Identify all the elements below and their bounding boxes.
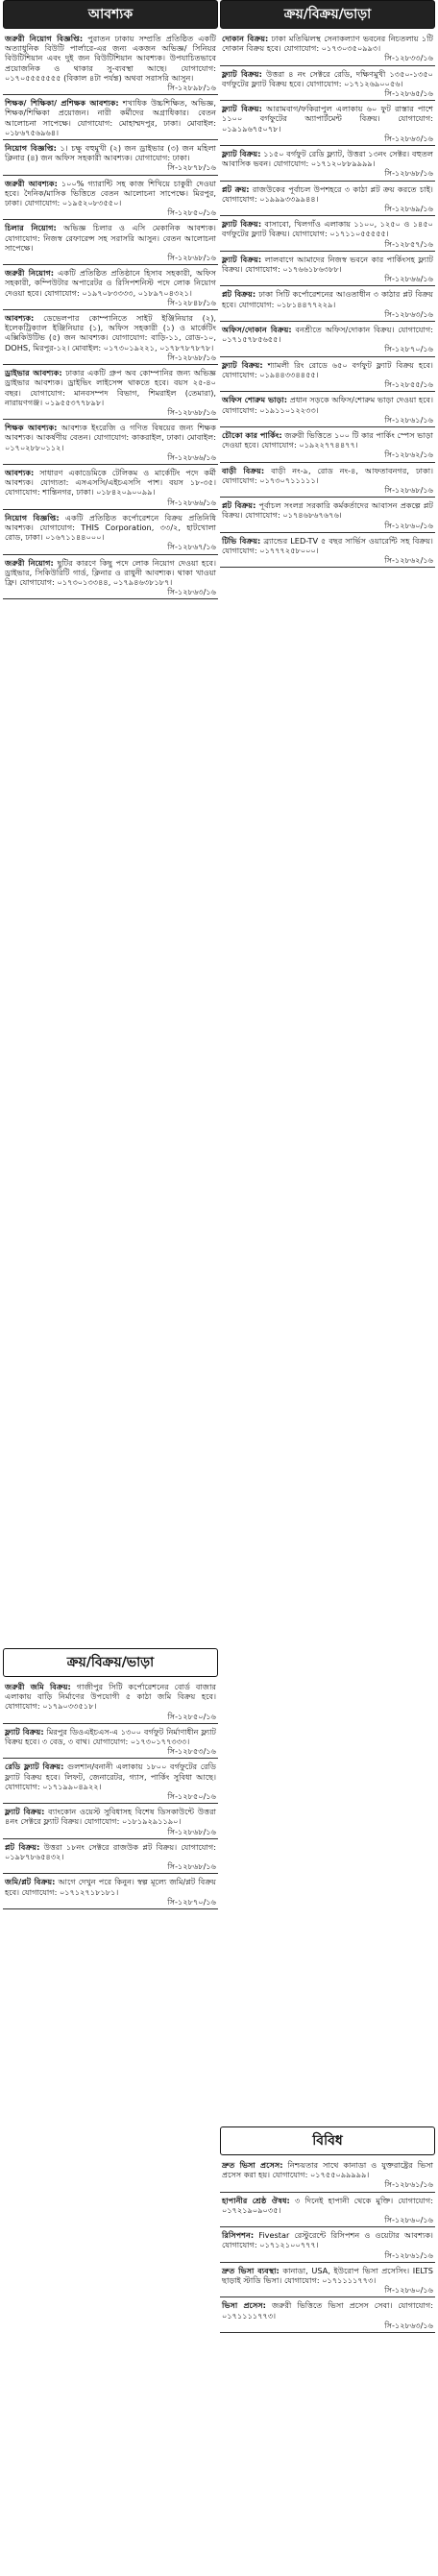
- classified-ad: [220, 534, 435, 566]
- ad-body: প্রধান সড়কে অফিস/শোরুম ভাড়া দেওয়া হবে। যোগাযোগ: ০১৯১১০১২২৩৩।: [222, 395, 433, 415]
- ad-divider: [220, 2192, 435, 2193]
- classified-ad: [220, 182, 435, 214]
- ad-reference: সি-১২৮৬৯/১৬: [384, 204, 433, 214]
- ad-title: আবশ্যক:: [5, 467, 35, 477]
- ad-divider: [220, 321, 435, 322]
- ad-title: হাপানীর শ্রেষ্ঠ ঔষধ:: [222, 2195, 290, 2205]
- ad-reference: সি-১২৮৬৩/১৬: [167, 587, 216, 597]
- ad-body: ডেভেলপার কোম্পানিতে সাইট ইঞ্জিনিয়ার (২), ইলেকট্রিক্যাল ইঞ্জিনিয়ার (১), অফিস সহকারী (১) ও মার্কেটিং এক্সিকিউটিভ (৫) জন আবশ্যক। যোগাযোগ: বাড়ি-১১, রোড-১০, DOHS, মিরপুর-১২। মোবাইল: ০১৭৩০১৯২২১, ০১৭৮৭৮৭৮৭৮।: [5, 313, 216, 352]
- ad-divider: [220, 462, 435, 463]
- ad-body: গুলশান/বনানী এলাকায় ১৮০০ বর্গফুটের রেডি ফ্ল্যাট বিক্রয় হবে। লিফট, জেনারেটর, গ্যাস, পার্কিং সুবিধা আছে। যোগাযোগ: ০১৭১৯৯০৪৯২২।: [5, 1762, 216, 1791]
- ad-divider: [3, 139, 218, 140]
- ad-body: ঢাকার একটি গ্রুপ অব কোম্পানির জন্য অভিজ্ঞ ড্রাইভার আবশ্যক। ড্রাইভিং লাইসেন্স থাকতে হবে। বয়স ২৫-৪০ বছর। যোগাযোগ: মানবসম্পদ বিভাগ, শিমরাইল (তেমারা), নারায়ণগঞ্জ। ০১৯৫৫৩৭৭৮৯৮।: [5, 368, 217, 407]
- classified-ad: [3, 466, 218, 507]
- ad-reference: সি-১২৮৬৮/১৬: [167, 406, 216, 417]
- ad-divider: [220, 100, 435, 101]
- ad-title: অফিস/দোকান বিক্রয়:: [222, 325, 292, 335]
- ad-divider: [220, 2262, 435, 2263]
- ad-title: ফ্ল্যাট বিক্রয়:: [222, 219, 262, 230]
- classified-ad: [3, 266, 218, 307]
- classified-ad: [3, 1875, 218, 1907]
- ad-body: লালবাগে আমাদের নিজস্ব ভবনে কার পার্কিংসহ ফ্ল্যাট বিক্রয়। যোগাযোগ: ০১৭৬৬১৮৬৩৮৮।: [222, 254, 433, 275]
- ad-body: অভিজ্ঞ চিলার ও এসি মেকানিক আবশ্যক। যোগাযোগ: নিজস্ব রেফারেন্স সহ সরাসরি আসুন। বেতন আলোচনা সাপেক্ষে।: [5, 223, 216, 253]
- ad-title: চৌকো কার পার্কিং:: [222, 429, 282, 440]
- ad-body: গাজীপুর সিটি কর্পোরেশনের বোর্ড বাজার এলাকায় বাড়ি নির্মাণের উপযোগী ৫ কাঠা জমি বিক্রয় হবে। যোগাযোগ: ০১৭৯০৩৩৫১৮।: [5, 1682, 216, 1712]
- ad-title: অফিস শোরুম ভাড়া:: [222, 395, 288, 405]
- ad-body: ঢাকা মতিঝিলস্থ সেনাকল্যাণ ভবনের নিচতলায় ১টি দোকান বিক্রয় হবে। যোগাযোগ: ০১৭৩০৩৫০৯৯৩।: [222, 34, 433, 54]
- ad-reference: সি-১২৮৬৮/১৬: [384, 168, 433, 179]
- ad-body: সাধারণ একাডেমিকে টেলিকম ও মার্কেটিং পদে কর্মী আবশ্যক। যোগ্যতা: এসএসসি/এইচএসসি পাশ। বয়স ১৮-৩৫। যোগাযোগ: শান্তিনগর, ঢাকা। ০১৮৪২০৯০০৯৯।: [5, 467, 216, 498]
- ad-reference: সি-১২৮৬১/১৬: [384, 2249, 433, 2260]
- ad-divider: [220, 567, 435, 568]
- ad-reference: সি-১২৮৫৭/১৬: [384, 238, 433, 249]
- ad-reference: সি-১২৮৬৮/১৬: [384, 484, 433, 495]
- ad-body: আরামবাগ/ফকিরাপুল এলাকায় ৬০ ফুট রাস্তার পাশে ১১০০ বর্গফুটের অ্যাপার্টমেন্ট বিক্রয়। যোগাযোগ: ০১৯১৯৬৭৫০৭৮।: [222, 104, 433, 134]
- ad-divider: [220, 215, 435, 216]
- left-section-sale: [3, 1648, 218, 1910]
- ad-reference: সি-১২৮৬৩/১৬: [384, 2320, 433, 2330]
- ad-body: বনশ্রীতে অফিস/দোকান বিক্রয়। যোগাযোগ: ০১৭১৫৭৮৫৬৫৫।: [222, 325, 433, 345]
- ad-reference: সি-১২৮৬৮/১৬: [167, 352, 216, 362]
- section-header-wanted: আবশ্যক: [3, 0, 218, 29]
- ad-reference: সি-১২৮৭৮/১৬: [167, 162, 216, 173]
- ad-reference: সি-১২৮৬১/১৬: [384, 2179, 433, 2190]
- classified-ad: [220, 2228, 435, 2260]
- ad-title: বাড়ী বিক্রয়:: [222, 465, 265, 475]
- ad-body: উত্তরা ৪ নং সেক্টরে রেডি, দক্ষিণমুখী ১৩৫০-১৩৫০ বর্গফুটের ফ্ল্যাট বিক্রয় হবে। যোগাযোগ: ০১৭১২৬৯০০৫৬।: [222, 68, 433, 88]
- classified-ad: [220, 2158, 435, 2190]
- ad-body: ১১৫০ বর্গফুট রেডি ফ্ল্যাট, উত্তরা ১৩নং সেক্টর। বহুতল আবাসিক ভবন। যোগাযোগ: ০১৭১২০৮৮৯৯৯৯।: [222, 149, 433, 169]
- ad-title: প্লট বিক্রয়:: [222, 289, 256, 300]
- ad-reference: সি-১২৮৬৮/১৬: [167, 253, 216, 263]
- ad-divider: [3, 1803, 218, 1804]
- right-column: [220, 0, 435, 569]
- ad-divider: [220, 391, 435, 392]
- ad-divider: [220, 285, 435, 286]
- ad-title: ড্রাইভার আবশ্যক:: [5, 368, 62, 378]
- ad-divider: [220, 356, 435, 357]
- classified-ad: [3, 96, 218, 137]
- classified-ad: [3, 1725, 218, 1757]
- classified-ad: [220, 2194, 435, 2225]
- ad-body: মিরপুর ডিওএইচএস-এ ১৩০০ বর্গফুট নির্মাণাধীন ফ্ল্যাট বিক্রয় হবে। ৩ বেড, ৩ বাথ। যোগাযোগ: ০১৭৩০১৭৭৩৩৩।: [5, 1726, 216, 1747]
- ad-body: পুরাতন ঢাকায় সম্প্রতি প্রতিষ্ঠিত একটি অত্যাধুনিক বিউটি পার্লারে-এর জন্য একজন অভিজ্ঞ/ সিনিয়র বিউটিশিয়ান এবং দুই জন বিউটিশিয়ান আবশ্যক। উপযাচিতভাবে প্রয়োজনিক ও থাকার সু-ব্যবস্থা আছে। যোগাযোগ: ০১৭০৫৫৫৫৫৫৫ (বিকাল ৪টা পর্যন্ত) অথবা সরাসরি আসুন।: [5, 34, 217, 83]
- ad-reference: সি-১২৮৬৬/১৬: [167, 451, 216, 462]
- ad-title: জরুরী নিয়োগ বিজ্ঞপ্তি:: [5, 34, 84, 43]
- classified-ad: [220, 67, 435, 99]
- ad-divider: [3, 1873, 218, 1874]
- ad-title: জমি/প্লট বিক্রয়:: [5, 1877, 56, 1887]
- section-header-misc: বিবিধ: [220, 2126, 435, 2155]
- ad-title: শিক্ষক/ শিক্ষিকা/ প্রশিক্ষক আবশ্যক:: [5, 98, 119, 109]
- classified-ad: [220, 464, 435, 496]
- section-header-buy-sell-rent-left: ক্রয়/বিক্রয়/ভাড়া: [3, 1648, 218, 1677]
- left-column: [3, 0, 218, 600]
- ad-reference: সি-১২৮৫০/১৬: [167, 1711, 216, 1721]
- ad-reference: সি-১২৮৬৮/১৬: [167, 1861, 216, 1872]
- ad-divider: [3, 1758, 218, 1759]
- classified-ad: [220, 253, 435, 284]
- ad-divider: [3, 464, 218, 465]
- ad-body: একটি প্রতিষ্ঠিত প্রতিষ্ঠানে হিসাব সহকারী, অফিস সহকারী, কম্পিউটার অপারেটর ও রিসিপশনিস্ট পদে লোক নিয়োগ দেওয়া হবে। যোগাযোগ: ০১৯৭০৮৩৩৩৩, ০১৮৯৭০৪৩২১।: [5, 268, 216, 298]
- ad-body: শখাধিক উচ্চশিক্ষিত, অভিজ্ঞ, শিক্ষক/শিক্ষিকা প্রয়োজন। নারী কর্মীদের অগ্রাধিকার। বেতন আলোচনা সাপেক্ষে। যোগাযোগ: মোহাম্মদপুর, ঢাকা। মোবাইল: ০১৮৬৭৫৬৯৬৪।: [5, 98, 216, 137]
- classified-ad: [3, 1805, 218, 1836]
- classified-ad: [3, 32, 218, 92]
- ad-reference: সি-১২৮৬৩/১৬: [384, 133, 433, 143]
- ad-divider: [220, 181, 435, 182]
- ad-body: শ্যামলী রিং রোডে ৬৫০ বর্গফুট ফ্ল্যাট বিক্রয় হবে। যোগাযোগ: ০১৯৪৪৩৩৪৪৫৫।: [222, 359, 433, 379]
- ad-reference: সি-১২৮৬০/১৬: [384, 520, 433, 530]
- ad-divider: [3, 509, 218, 510]
- ad-title: দোকান বিক্রয়:: [222, 34, 269, 43]
- ad-divider: [3, 309, 218, 310]
- classified-ad: [3, 1840, 218, 1872]
- ad-divider: [3, 94, 218, 95]
- ad-title: দ্রুত ভিসা ব্যবস্থা:: [222, 2265, 280, 2275]
- ad-reference: সি-১২৮৫৩/১৬: [167, 1746, 216, 1757]
- classified-ad: [3, 366, 218, 417]
- ad-title: ফ্ল্যাট বিক্রয়:: [222, 104, 262, 114]
- ad-reference: সি-১২৮৬০/১৬: [384, 2215, 433, 2225]
- ad-reference: সি-১২৮৬২/১৬: [384, 555, 433, 566]
- ad-body: ১০০% গ্যারান্টি সহ কাজ শিখিয়ে চাকুরী দেওয়া হবে। দৈনিক/মাসিক ভিত্তিতে বেতন আলোচনা সাপেক্ষে। মিরপুর, ঢাকা। যোগাযোগ: ০১৯৫২০৮৩৫৫০।: [5, 178, 216, 208]
- ad-title: চিলার নিয়োগ:: [5, 223, 57, 233]
- section-header-buy-sell-rent-right: ক্রয়/বিক্রয়/ভাড়া: [220, 0, 435, 29]
- ad-divider: [220, 532, 435, 533]
- ad-reference: সি-১২৮৬৮/১৬: [167, 1826, 216, 1836]
- ad-title: জরুরী আবশ্যক:: [5, 178, 58, 188]
- ad-divider: [220, 65, 435, 66]
- classified-ad: [3, 556, 218, 597]
- classified-ad: [3, 221, 218, 262]
- ad-title: প্লট বিক্রয়:: [5, 1841, 40, 1852]
- ad-title: ফ্ল্যাট বিক্রয়:: [5, 1726, 44, 1737]
- ad-body: জরুরী ভিত্তিতে ভিসা প্রসেস সেবা। যোগাযোগ: ০১৭১১১১৭৭৩।: [222, 2300, 434, 2321]
- classified-ad: [3, 1760, 218, 1801]
- ad-divider: [3, 1838, 218, 1839]
- ad-reference: সি-১২৮৭০/১৬: [167, 1896, 216, 1907]
- ad-body: আগে দেখুন পরে কিনুন। স্বল্প মূল্যে জমি/প্লট বিক্রয় হবে। যোগাযোগ: ০১৭১২৭১৮১৮১।: [5, 1877, 216, 1897]
- ad-title: ভিসা প্রসেস:: [222, 2300, 266, 2311]
- classified-ad: [3, 421, 218, 462]
- ad-body: কানাডা, USA, ইউরোপ ভিসা প্রসেসিং। IELTS ছাড়াই স্টাডি ভিসা। যোগাযোগ: ০১৭১১১১৭৭৩।: [222, 2265, 434, 2286]
- ad-divider: [3, 1908, 218, 1909]
- classified-ad: [3, 511, 218, 552]
- ad-title: প্লট বিক্রয়:: [222, 500, 256, 511]
- ad-body: উত্তরা ১৮নং সেক্টরে রাজউক প্লট বিক্রয়। যোগাযোগ: ০১৯৮৭৮৬৫৪৩২।: [5, 1841, 216, 1862]
- ads-list-buy-sell-right: [220, 32, 435, 568]
- ad-reference: সি-১২৮৫০/১৬: [167, 1791, 216, 1802]
- ad-reference: সি-১২৮৬৬/১৬: [384, 274, 433, 284]
- ad-reference: সি-১২৮৬১/১৬: [384, 414, 433, 425]
- ad-title: নিয়োগ বিজ্ঞপ্তি:: [5, 512, 60, 522]
- classified-ad: [220, 2264, 435, 2296]
- ad-reference: সি-১২৮৬৬/১৬: [167, 497, 216, 507]
- ad-reference: সি-১২৮৯৮/১৬: [167, 83, 216, 93]
- classified-ad: [220, 32, 435, 63]
- ad-body: ব্র্যান্ডের LED-TV ৫ বছর সার্ভিস ওয়ারেন্টি সহ বিক্রয়। যোগাযোগ: ০১৭৭৭২৫৮০০০।: [222, 535, 433, 555]
- classified-ad: [220, 498, 435, 530]
- ad-title: ফ্ল্যাট বিক্রয়:: [5, 1807, 45, 1817]
- ad-body: Fivestar রেস্টুরেন্টে রিসিপশন ও ওয়েটার আবশ্যক। যোগাযোগ: ০১৭১২১০০৭৭৭।: [222, 2230, 433, 2250]
- ad-title: রিসিপশন:: [222, 2230, 255, 2241]
- classified-ad: [220, 358, 435, 390]
- classified-ad: [220, 217, 435, 249]
- classified-ad: [3, 1680, 218, 1721]
- classified-ad: [3, 311, 218, 362]
- ad-title: ফ্ল্যাট বিক্রয়:: [222, 149, 261, 159]
- ad-reference: সি-১২৮৬০/১৬: [384, 2285, 433, 2296]
- ad-body: বাড়ী নং-৯, রোড নং-৪, আফতাবনগর, ঢাকা। যোগাযোগ: ০১৭৩০৭১১১১১।: [222, 465, 433, 485]
- ads-list-misc: [220, 2158, 435, 2333]
- ad-reference: সি-১২৮৬৭/১৬: [167, 542, 216, 552]
- ad-reference: সি-১২৮৬৫/১৬: [384, 88, 433, 99]
- ad-divider: [3, 1723, 218, 1724]
- ad-divider: [220, 145, 435, 146]
- ads-list-wanted: [3, 32, 218, 599]
- ad-reference: সি-১২৮৩৩/১৬: [384, 53, 433, 63]
- ad-body: পূর্বাচল সংলগ্ন সরকারি কর্মকর্তাদের আবাসন প্রকল্পে প্লট বিক্রয়। যোগাযোগ: ০১৭৪৬৮৬৭৬৭৬।: [222, 500, 433, 521]
- ad-divider: [3, 598, 218, 599]
- ad-reference: সি-১২৮৫৫/১৬: [384, 379, 433, 390]
- right-section-misc: [220, 2126, 435, 2334]
- ad-divider: [3, 419, 218, 420]
- ad-divider: [3, 219, 218, 220]
- ad-title: জরুরী জমি বিক্রয়:: [5, 1682, 71, 1691]
- ad-body: ব্যাংকোন ওয়েস্ট সুবিধাসহ বিশেষ ডিসকাউন্টে উত্তরা ৪নং সেক্টরে ফ্ল্যাট বিক্রয়। যোগাযোগ: ০১৮১৯২৯১১৯০।: [5, 1807, 216, 1827]
- ad-title: ফ্ল্যাট বিক্রয়:: [222, 68, 262, 79]
- ad-title: টিভি বিক্রয়:: [222, 535, 261, 546]
- ad-body: ঢাকা সিটি কর্পোরেশনের আওতাধীন ৩ কাঠার প্লট বিক্রয় হবে। যোগাযোগ: ০১৮১৪৪৭৭২২৯।: [222, 289, 433, 309]
- classified-ad: [220, 323, 435, 354]
- ad-title: ফ্ল্যাট বিক্রয়:: [222, 254, 262, 264]
- ad-title: শিক্ষক আবশ্যক:: [5, 423, 58, 433]
- ad-body: ৩ দিনেই হাপানী থেকে মুক্তি। যোগাযোগ: ০১৭২১৯০৯০৩৫।: [222, 2195, 434, 2215]
- classified-ad: [3, 177, 218, 218]
- classified-ad: [220, 102, 435, 143]
- ad-body: বাসাবো, খিলগাঁও এলাকায় ১১০০, ১২৫০ ও ১৪৫০ বর্গফুটের ফ্ল্যাট বিক্রয়। যোগাযোগ: ০১৭১১০৫৫৫৫৫।: [222, 219, 433, 239]
- ad-reference: সি-১২৮৬২/১৬: [384, 450, 433, 460]
- ads-list-buy-sell-left: [3, 1680, 218, 1909]
- ad-divider: [220, 251, 435, 252]
- ad-title: জরুরী নিয়োগ:: [5, 557, 54, 568]
- ad-reference: সি-১২৮৪৮/১৬: [167, 297, 216, 307]
- ad-divider: [3, 264, 218, 265]
- ad-body: একটি প্রতিষ্ঠিত কর্পোরেশনে বিক্রয় প্রতিনিধি আবশ্যক। যোগাযোগ: THIS Corporation, ৩৩/২, হাটখোলা রোড, ঢাকা। ০১৬৭১১৪৪০০০।: [5, 512, 216, 543]
- ad-title: জরুরী নিয়োগ:: [5, 268, 55, 279]
- ad-divider: [220, 426, 435, 427]
- ad-body: আবশ্যক ইংরেজি ও গণিত বিষয়ের জন্য শিক্ষক আবশ্যক। আকর্ষণীয় বেতন। যোগাযোগ: কাকরাইল, ঢাকা। মোবাইল: ০১৭০২৮৮০১১২।: [5, 423, 216, 452]
- ad-divider: [220, 497, 435, 498]
- classified-ad: [220, 428, 435, 460]
- ad-body: জরুরী ভিত্তিতে ১০০ টি কার পার্কিং স্পেস ভাড়া দেওয়া হবে। যোগাযোগ: ০১৯২২৭৭৪৪৭৭।: [222, 429, 433, 450]
- classified-ad: [220, 2298, 435, 2330]
- ad-divider: [220, 2226, 435, 2227]
- ad-body: রাজউকের পূর্বাচল উপশহরে ৩ কাঠা প্লট ক্রয় করতে চাই। যোগাযোগ: ০১৯৯৯৩৩৯৯৪৪।: [222, 183, 433, 204]
- ad-reference: সি-১২৮৫০/১৬: [167, 207, 216, 218]
- ad-divider: [3, 175, 218, 176]
- ad-title: আবশ্যক:: [5, 313, 35, 324]
- ad-reference: সি-১২৮৬৩/১৬: [384, 308, 433, 319]
- classified-ad: [220, 393, 435, 425]
- classified-ad: [220, 147, 435, 179]
- ad-reference: সি-১২৮৭০/১৬: [384, 344, 433, 354]
- ad-body: ছুটির কারণে কিছু পদে লোক নিয়োগ দেওয়া হবে। ড্রাইভার, সিকিউরিটি গার্ড, ক্লিনার ও রাধুনী আবশ্যক। থাকা খাওয়া ফ্রি। যোগাযোগ: ০১৭৩০১৩৩৪৪, ০১৭৯৪৬৩৮১৮৭।: [5, 557, 217, 587]
- ad-body: নিশ্চয়তার সাথে কানাডা ও যুক্তরাষ্ট্রের ভিসা প্রসেস করা হয়। যোগাযোগ: ০১৭৫৫০৯৯৯৯৯।: [222, 2160, 433, 2180]
- ad-title: ফ্ল্যাট বিক্রয়:: [222, 359, 263, 370]
- ad-divider: [3, 554, 218, 555]
- ad-divider: [3, 364, 218, 365]
- ad-title: রেডি ফ্ল্যাট বিক্রয়:: [5, 1762, 64, 1772]
- classified-ad: [220, 287, 435, 319]
- ad-divider: [220, 2332, 435, 2333]
- ad-title: নিয়োগ বিজ্ঞপ্তি:: [5, 143, 57, 154]
- ad-body: ১। চক্ষু বহুমুখী (২) জন ড্রাইভার (৩) জন মহিলা ক্লিনার (৪) জন অফিস সহকারী আবশ্যক। যোগাযোগ: ঢাকা।: [5, 143, 217, 163]
- classified-ad: [3, 141, 218, 173]
- ad-title: প্লট ক্রয়:: [222, 183, 250, 194]
- ad-title: দ্রুত ভিসা প্রসেস:: [222, 2160, 283, 2170]
